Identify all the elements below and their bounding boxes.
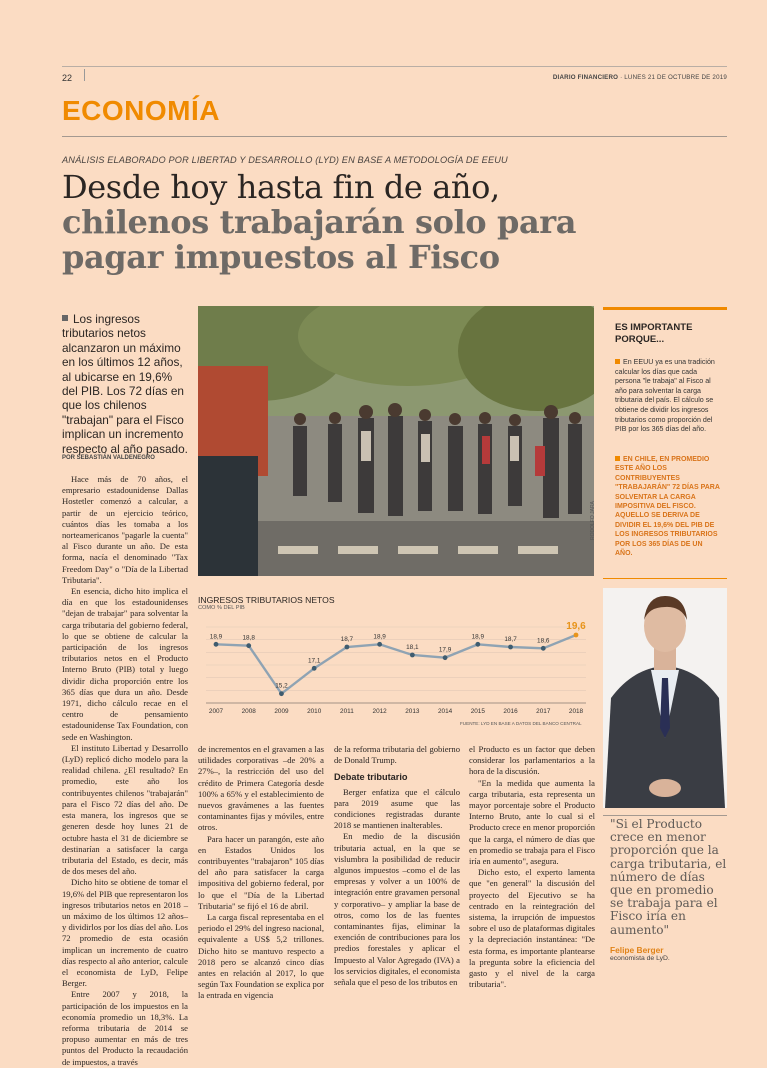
chart-point-2008 xyxy=(246,643,251,648)
col1-paragraph-4: Dicho hito se obtiene de tomar el 19,6% del PIB que representaron los ingresos tributarios netos en 2018 –un máximo de los últimos 12 años– y dividirlos por los días del año. Los 72 promedio de esta ocasión implican un incremento de cuatro días respecto al año anterior, calcule el economista de LyD, Felipe Berger. xyxy=(62,877,189,989)
chart-data-label-2010: 17,1 xyxy=(307,657,321,665)
section-rule xyxy=(62,136,727,137)
quote-name: Felipe Berger xyxy=(610,944,664,955)
chart-data-label-2009: 15,2 xyxy=(275,682,288,690)
col3-intro: de la reforma tributaria del gobierno de Donald Trump. xyxy=(334,744,460,766)
byline: POR SEBASTIÁN VALDENEGRO xyxy=(62,455,155,461)
sidebar-bullet-icon xyxy=(615,456,620,461)
chart-data-label-2014: 17,9 xyxy=(438,646,452,654)
chart-point-2018 xyxy=(574,633,579,638)
chart-data-label-2012: 18,9 xyxy=(373,633,386,641)
chart-point-2017 xyxy=(541,646,546,651)
article-column-4 xyxy=(469,744,595,990)
chart-data-label-2007: 18,9 xyxy=(209,633,223,641)
chart-data-label-2016: 18,7 xyxy=(504,636,517,643)
sidebar-top-rule xyxy=(603,307,727,310)
chart-point-2012 xyxy=(377,642,382,647)
chart-tick-label-2008: 2008 xyxy=(241,708,256,715)
chart-tick-label-2015: 2015 xyxy=(470,708,485,715)
col3-paragraph-1: Berger enfatiza que el cálculo para 2019 asume que las condiciones registradas durante 2018 se mantienen inalterables. xyxy=(334,786,460,831)
photo-credit: RODOLFO JARA xyxy=(590,501,596,540)
subhead: Debate tributario xyxy=(334,772,408,783)
chart-data-label-2013: 18,1 xyxy=(406,644,419,651)
chart-source: FUENTE: LYD EN BASE A DATOS DEL BANCO CENTRAL xyxy=(460,721,582,726)
quote-text: "Si el Producto crece en menor proporción que la carga tributaria, el número de días que en promedio se trabaja para el Fisco iría en aumento" xyxy=(610,817,727,937)
portrait-illustration xyxy=(603,588,727,808)
section-title: ECONOMÍA xyxy=(62,95,220,126)
chart-tick-label-2018: 2018 xyxy=(568,708,584,715)
article-column-2 xyxy=(198,744,324,1002)
publication-name: DIARIO FINANCIERO xyxy=(552,74,619,81)
quote-rule-top xyxy=(603,815,727,816)
col4-paragraph-3: Dicho esto, el experto lamenta que "en general" la discusión del proyecto del Ejecutivo se ha centrado en la reintegración del sistema, la irrupción de impuestos sobre el uso de plataformas digitales y la depreciación instantánea: "De esta forma, es importante plantearse la pregunta sobre la eficiencia del gasto y el nivel de la carga tributaria". xyxy=(469,867,595,990)
col1-paragraph-3: El instituto Libertad y Desarrollo (LyD) replicó dicho modelo para la realidad chilena. ¿El resultado? En promedio, este año los contribuyentes chilenos "trabajarán" para el Fisco 72 días del año. De esta manera, los ingresos que se generen desde hoy lunes 21 de octubre hasta el 31 de diciembre se destinarían a satisfacer la carga tributaria del Estado, es decir, más de dos meses del año. xyxy=(62,742,188,877)
chart-point-2007 xyxy=(214,642,219,647)
chart-title: INGRESOS TRIBUTARIOS NETOS xyxy=(198,595,335,605)
article-column-3 xyxy=(334,744,460,988)
chart-tick-label-2007: 2007 xyxy=(208,708,224,715)
article-column-1 xyxy=(62,474,188,1068)
kicker: ANÁLISIS ELABORADO POR LIBERTAD Y DESARROLLO (LYD) EN BASE A METODOLOGÍA DE EEUU xyxy=(62,155,508,165)
col3-paragraph-2: En medio de la discusión tributaria actual, en la que se vislumbra la posibilidad de reducir algunos impuestos –como el de las empresas y volver a un 100% de integración entre gravamen personal y corporativo– y ampliar la base de otros, como los de las fuentes contaminantes fijas, eliminar la exención de contribuciones para los predios forestales y aplicar el Impuesto al Valor Agregado (IVA) a los servicios digitales, el economista señala que el peso de los tributos en xyxy=(334,831,460,988)
chart-tick-label-2011: 2011 xyxy=(340,708,354,715)
headline-line-1: Desde hoy hasta fin de año, xyxy=(62,168,500,206)
chart-point-2011 xyxy=(345,645,350,650)
chart-data-label-2015: 18,9 xyxy=(471,633,485,641)
col4-paragraph-2: "En la medida que aumenta la carga tributaria, esta representa un mayor porcentaje sobre el Producto Interno Bruto, ante lo cual si el Producto crece en menor proporción que la carga, el número de días que en promedio se trabaja para el Fisco iría en aumento", asegura. xyxy=(469,777,595,867)
sidebar-item-1 xyxy=(615,358,721,435)
crowd-illustration xyxy=(198,306,594,576)
chart-series-line xyxy=(216,635,576,694)
street-photo xyxy=(198,306,594,576)
col2-paragraph-2: Para hacer un parangón, este año en Estados Unidos los contribuyentes "trabajaron" 105 días del año para satisfacer la carga impositiva del gobierno federal, por lo que el "Día de la Libertad Tributaria" se fijó el 16 de abril. xyxy=(198,833,324,911)
chart-data-label-2011: 18,7 xyxy=(340,636,354,643)
quote-role: economista de LyD. xyxy=(610,954,670,962)
header-divider xyxy=(84,69,85,81)
publication-line xyxy=(553,74,727,81)
chart-tick-label-2012: 2012 xyxy=(372,708,387,715)
lead-paragraph xyxy=(62,312,188,456)
col1-paragraph-2: En esencia, dicho hito implica el día en que los estadounidenses "dejan de trabajar" para solventar la carga tributaria del gobierno federal, lo que se obtiene de calcular la participación de los ingresos tributarios netos en el Producto Interno Bruto (PIB) total y luego dividir dicha proporción entre los 365 días que dura un año. Desde 1971, dicho cálculo recae en el centro de pensamiento estadounidense Tax Foundation, con sede en Washington. xyxy=(62,586,188,742)
chart-tick-label-2013: 2013 xyxy=(405,708,420,715)
page-number: 22 xyxy=(62,73,73,83)
col1-paragraph-5: Entre 2007 y 2018, la participación de los impuestos en la economía promedio un 18,3%. La reforma tributaria de 2014 se propuso aumentar en más de tres puntos del Producto la recaudación de impuestos, a través xyxy=(62,989,188,1067)
sidebar-title xyxy=(615,322,692,346)
lead-bullet-icon xyxy=(62,315,68,321)
headline-line-3: pagar impuestos al Fisco xyxy=(62,238,500,276)
lead-text: Los ingresos tributarios netos alcanzaron un máximo en los últimos 12 años, al ubicarse en 19,6% del PIB. Los 72 días en que los chilenos "trabajan" para el Fisco implican un incremento respecto al año pasado. xyxy=(62,312,188,456)
headline xyxy=(62,170,576,275)
chart-point-2015 xyxy=(475,642,480,647)
sidebar-title-line-2: PORQUE... xyxy=(615,334,665,345)
chart-tick-label-2016: 2016 xyxy=(503,708,518,715)
chart-point-2016 xyxy=(508,645,513,650)
sidebar-bottom-rule xyxy=(603,578,727,579)
chart-tick-label-2009: 2009 xyxy=(274,708,289,715)
chart-point-2009 xyxy=(279,691,284,696)
pull-quote xyxy=(610,818,727,962)
chart-point-2010 xyxy=(312,666,317,671)
chart-subtitle: COMO % DEL PIB xyxy=(198,605,245,611)
sidebar-bullet-icon xyxy=(615,359,620,364)
chart-point-2014 xyxy=(443,655,448,660)
chart-tick-label-2014: 2014 xyxy=(437,708,453,715)
sidebar-item-2-text: EN CHILE, EN PROMEDIO ESTE AÑO LOS CONTRIBUYENTES "TRABAJARÁN" 72 DÍAS PARA SOLVENTAR LA CARGA IMPOSITIVA DEL FISCO. AQUELLO SE DERIVA DE DIVIDIR EL 19,6% DEL PIB DE LOS INGRESOS TRIBUTARIOS POR LOS 365 DÍAS DE UN AÑO. xyxy=(615,456,720,558)
col2-paragraph-1: de incrementos en el gravamen a las utilidades corporativas –de 20% a 27%–, la restricción del uso del crédito de Primera Categoría desde 100% a 65% y el establecimiento de nuevos gravámenes a las fuentes contaminantes fijas y móviles, entre otros. xyxy=(198,744,324,833)
header-rule xyxy=(62,66,727,67)
sidebar-title-line-1: ES IMPORTANTE xyxy=(615,322,693,333)
sidebar-item-1-text: En EEUU ya es una tradición calcular los días que cada persona "le trabaja" al Fisco al año para solventar la carga tributaria del país. El cálculo se obtiene de dividir los ingresos tributarios como proporción del PIB por los 365 días del año. xyxy=(615,358,715,434)
portrait-photo xyxy=(603,588,727,808)
chart-data-label-2018: 19,6 xyxy=(566,621,586,632)
headline-line-2: chilenos trabajarán solo para xyxy=(62,203,577,241)
col4-paragraph-1: el Producto es un factor que deben considerar los parlamentarios a la hora de la discusión. xyxy=(469,744,595,777)
chart-data-label-2017: 18,6 xyxy=(537,637,550,645)
col1-paragraph-1: Hace más de 70 años, el empresario estadounidense Dallas Hostetler comenzó a calcular, a partir de un ejercicio teórico, cuántos días les tomaba a los norteamericanos "pagarle la cuenta" al Fisco durante un año. De esta forma, nacía el denominado "Tax Freedom Day" o "Día de la Libertad Tributaria". xyxy=(62,474,188,585)
chart-tick-label-2010: 2010 xyxy=(307,708,322,715)
chart-point-2013 xyxy=(410,653,415,658)
tax-revenue-line-chart xyxy=(198,605,594,725)
publication-date: · LUNES 21 DE OCTUBRE DE 2019 xyxy=(620,74,727,81)
sidebar-item-2 xyxy=(615,455,721,558)
chart-data-label-2008: 18,8 xyxy=(242,634,255,642)
chart-tick-label-2017: 2017 xyxy=(536,708,551,715)
col2-paragraph-3: La carga fiscal representaba en el periodo el 29% del ingreso nacional, equivalente a US$ 5,2 trillones. Dicho hito se mantuvo respecto a 2018 pero se alcanzó cinco días antes en relación al 2017, lo que según Tax Foundation se explica por la entrada en vigencia xyxy=(198,912,325,1001)
